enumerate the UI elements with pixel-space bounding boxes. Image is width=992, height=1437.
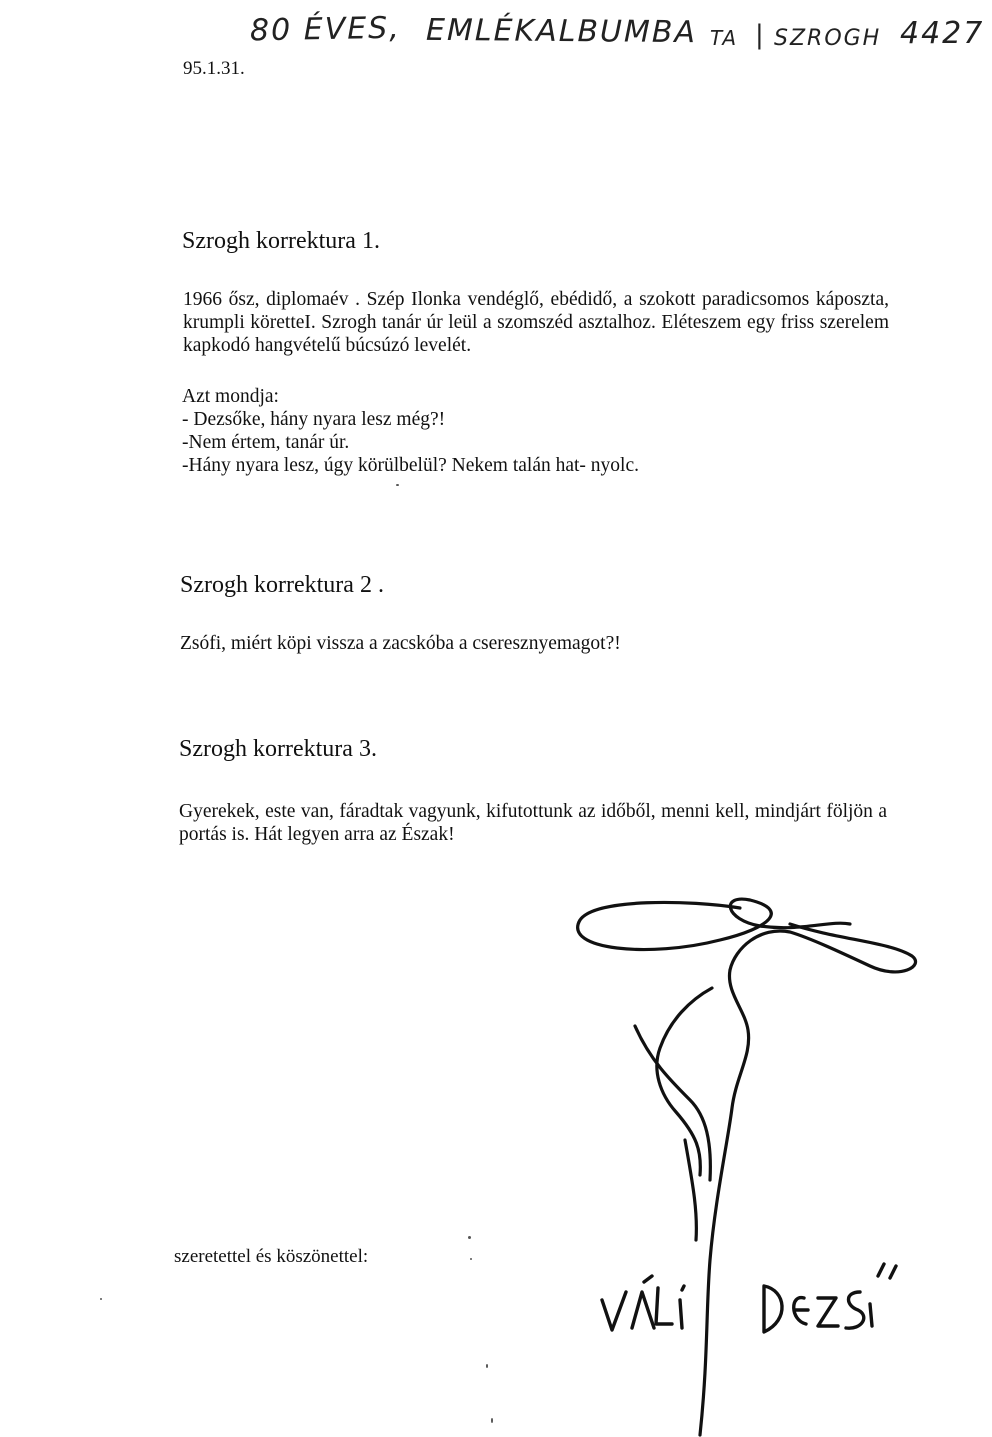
handwritten-age-note: 80 ÉVES, — [249, 10, 402, 49]
handwritten-number-note: 4427 — [900, 16, 985, 51]
dialog-block — [182, 385, 802, 477]
handwritten-separator: | — [755, 20, 764, 50]
scan-speck — [486, 1364, 488, 1368]
section-heading-3: Szrogh korrektura 3. — [179, 736, 377, 762]
dialog-line: - Dezsőke, hány nyara lesz még?! — [182, 409, 446, 430]
section-paragraph-2: Zsófi, miért köpi vissza a zacskóba a cseresznyemagot?! — [180, 633, 621, 654]
section-paragraph-3: Gyerekek, este van, fáradtak vagyunk, kifutottunk az időből, menni kell, mindjárt följön a portás is. Hát legyen arra az Észak! — [179, 801, 887, 845]
handwritten-signature-flower — [540, 880, 960, 1437]
closing-line: szeretettel és köszönettel: — [174, 1246, 369, 1267]
scan-speck — [468, 1236, 471, 1239]
handwritten-header-note — [249, 6, 985, 64]
handwritten-suffix-note: TA — [710, 26, 739, 50]
scan-speck — [491, 1418, 493, 1423]
dialog-line: Azt mondja: — [182, 386, 279, 407]
section-heading-1: Szrogh korrektura 1. — [182, 228, 380, 254]
section-heading-2: Szrogh korrektura 2 . — [180, 572, 384, 598]
scan-speck — [100, 1298, 102, 1300]
dialog-line: -Nem értem, tanár úr. — [182, 432, 350, 453]
document-date: 95.1.31. — [183, 58, 245, 79]
section-paragraph-1: 1966 ősz, diplomaév . Szép Ilonka vendéglő, ebédidő, a szokott paradicsomos káposzta, krumpli köretteI. Szrogh tanár úr leül a szomszéd asztalhoz. Eléteszem egy friss szerelem kapkodó hangvételű búcsúzó levelét. — [183, 289, 889, 356]
scan-speck — [470, 1258, 472, 1260]
handwritten-name-note: SZROGH — [774, 26, 882, 51]
dialog-line: -Hány nyara lesz, úgy körülbelül? Nekem talán hat- nyolc. — [182, 455, 640, 476]
handwritten-album-note: EMLÉKALBUMBA — [425, 12, 698, 51]
scan-speck — [396, 484, 399, 486]
